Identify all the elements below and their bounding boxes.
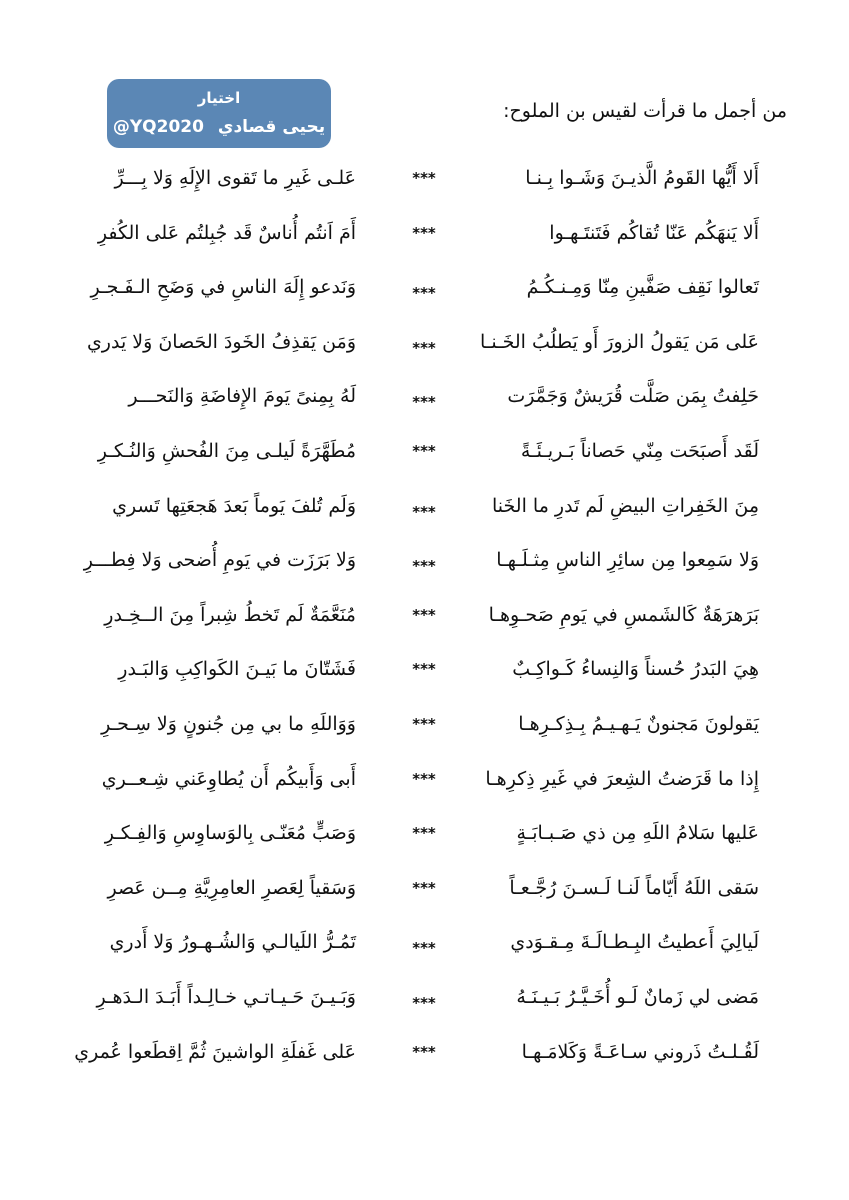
verse-separator: *** bbox=[412, 660, 436, 679]
verse-first-hemistich: يَقولونَ مَجنونٌ يَـهـيـمُ بِـذِكـرِهـا bbox=[518, 713, 759, 735]
verse-separator: *** bbox=[412, 605, 436, 624]
verse-second-hemistich: وَلا بَرَزَت في يَومِ أُضحى وَلا فِطـــرِ bbox=[83, 549, 356, 572]
verse-second-hemistich: وَمَن يَقذِفُ الخَودَ الحَصانَ وَلا يَدري bbox=[86, 330, 356, 353]
verse-second-hemistich: وَنَدعو إِلَهَ الناسِ في وَضَحِ الـفَـجـرِ bbox=[90, 276, 356, 299]
verse-second-hemistich: وَصَبٍّ مُعَنّـى بِالوَساوِسِ وَالفِـكـرِ bbox=[104, 822, 356, 845]
verse-second-hemistich: وَوَاللَهِ ما بي مِن جُنونٍ وَلا سِـحـرِ bbox=[101, 713, 356, 735]
verse-first-hemistich: أَلا يَنهَكُم عَنّا تُقاكُم فَتَنتَـهـوا bbox=[549, 221, 759, 244]
verse-second-hemistich: أَمَ اَنتُم أُناسٌ قَد جُبِلتُم عَلى الكُفرِ bbox=[97, 221, 356, 244]
verse-row bbox=[0, 706, 849, 746]
verse-separator: *** bbox=[412, 393, 436, 412]
verse-row bbox=[0, 378, 849, 418]
verse-row bbox=[0, 761, 849, 801]
credit-label: اختيار bbox=[197, 89, 241, 107]
verse-second-hemistich: مُطَهَّرَةً لَيلـى مِنَ الفُحشِ وَالنُـكـرِ bbox=[97, 440, 356, 462]
verse-row bbox=[0, 269, 849, 309]
verse-first-hemistich: سَقى اللَهُ أَيّاماً لَنـا لَـسـنَ رُجَّـعـاً bbox=[509, 876, 759, 899]
verse-second-hemistich: أَبى وَأَبيكُم أَن يُطاوِعَني شِـعــري bbox=[101, 767, 356, 790]
verse-separator: *** bbox=[412, 878, 436, 897]
verse-row bbox=[0, 651, 849, 691]
verse-first-hemistich: حَلِفتُ بِمَن صَلَّت قُرَيشٌ وَجَمَّرَت bbox=[507, 385, 759, 408]
verse-second-hemistich: مُنَعَّمَةٌ لَم تَخطُ شِبراً مِنَ الــخِـدرِ bbox=[104, 603, 356, 626]
verse-separator: *** bbox=[412, 994, 436, 1012]
verse-first-hemistich: عَليها سَلامُ اللَهِ مِن ذي صَـبـابَـةٍ bbox=[516, 822, 759, 845]
verse-row bbox=[0, 1034, 849, 1074]
verse-row bbox=[0, 870, 849, 910]
verse-row bbox=[0, 542, 849, 582]
verse-separator: *** bbox=[412, 939, 436, 958]
verse-first-hemistich: مِنَ الخَفِراتِ البيضِ لَم تَدرِ ما الخَنا bbox=[492, 494, 759, 517]
verse-first-hemistich: لَيالِيَ أَعطيتُ البِـطـالَـةَ مِـقـوَدي bbox=[510, 931, 759, 954]
verse-second-hemistich: تَمُـرُّ اللَيالـي وَالشُـهـورُ وَلا أَدري bbox=[109, 931, 356, 954]
verse-separator: *** bbox=[412, 169, 436, 187]
credit-name: يحيى قصادي bbox=[217, 117, 326, 137]
verse-separator: *** bbox=[412, 284, 436, 303]
verse-separator: *** bbox=[412, 824, 436, 843]
verse-first-hemistich: هِيَ البَدرُ حُسناً وَالنِساءُ كَـواكِـبٌ bbox=[512, 658, 759, 681]
verse-separator: *** bbox=[412, 557, 436, 576]
verse-first-hemistich: أَلا أَيُّها القَومُ الَّذيـنَ وَشَـوا بِـنـا bbox=[525, 167, 759, 189]
page-title: من أجمل ما قرأت لقيس بن الملوح: bbox=[503, 100, 787, 122]
verse-second-hemistich: لَهُ بِمِنىً يَومَ الإِفاضَةِ وَالنَحـــر bbox=[128, 385, 356, 408]
verse-separator: *** bbox=[412, 769, 436, 788]
verse-second-hemistich: فَشَتّانَ ما بَيـنَ الكَواكِبِ وَالبَـدرِ bbox=[118, 658, 356, 681]
verse-first-hemistich: لَقَد أَصبَحَت مِنّي حَصاناً بَـريـئَـةً bbox=[520, 440, 759, 462]
verse-row bbox=[0, 488, 849, 528]
verse-row bbox=[0, 433, 849, 473]
verse-first-hemistich: لَقُـلـتُ ذَروني سـاعَـةً وَكَلامَـهـا bbox=[521, 1040, 759, 1063]
verse-row bbox=[0, 324, 849, 364]
verse-row bbox=[0, 597, 849, 637]
verse-separator: *** bbox=[412, 223, 436, 242]
verse-second-hemistich: عَلى غَفلَةِ الواشينَ ثُمَّ اِقطَعوا عُمري bbox=[74, 1040, 356, 1063]
verse-first-hemistich: إِذا ما قَرَضتُ الشِعرَ في غَيرِ ذِكرِهـا bbox=[485, 767, 759, 790]
verse-first-hemistich: عَلى مَن يَقولُ الزورَ أَو يَطلُبُ الخَـنـا bbox=[479, 330, 759, 353]
verse-second-hemistich: وَسَقياً لِعَصرِ العامِرِيَّةِ مِــن عَصرِ bbox=[107, 876, 356, 899]
verse-row bbox=[0, 160, 849, 200]
verse-first-hemistich: وَلا سَمِعوا مِن سائِرِ الناسِ مِثـلَـهـا bbox=[496, 549, 759, 572]
verse-first-hemistich: بَرَهرَهَةٌ كَالشَمسِ في يَومِ صَحـوِهـا bbox=[488, 603, 759, 626]
verse-second-hemistich: عَلـى غَيرِ ما تَقوى الإِلَهِ وَلا بِـــرِّ bbox=[114, 167, 356, 189]
verse-separator: *** bbox=[412, 502, 436, 521]
verse-separator: *** bbox=[412, 442, 436, 460]
verse-separator: *** bbox=[412, 715, 436, 733]
verse-row bbox=[0, 979, 849, 1019]
verse-first-hemistich: تَعالوا نَقِف صَفَّينِ مِنّا وَمِـنـكُـمُ bbox=[526, 276, 759, 299]
verse-second-hemistich: وَلَم تُلفَ يَوماً بَعدَ هَجعَتِها تَسري bbox=[112, 494, 356, 517]
verse-first-hemistich: مَضى لي زَمانٌ لَـو أُخَـيَّـرُ بَـيـنَـهُ bbox=[516, 986, 759, 1008]
verse-second-hemistich: وَبَـيـنَ حَـيـاتـي خـالِـداً أَبَـدَ الـدَهـرِ bbox=[96, 986, 356, 1008]
verse-separator: *** bbox=[412, 338, 436, 357]
verse-row bbox=[0, 815, 849, 855]
verse-separator: *** bbox=[412, 1042, 436, 1061]
verse-row bbox=[0, 215, 849, 255]
verse-row bbox=[0, 924, 849, 964]
credit-handle: @YQ2020 bbox=[112, 117, 204, 137]
